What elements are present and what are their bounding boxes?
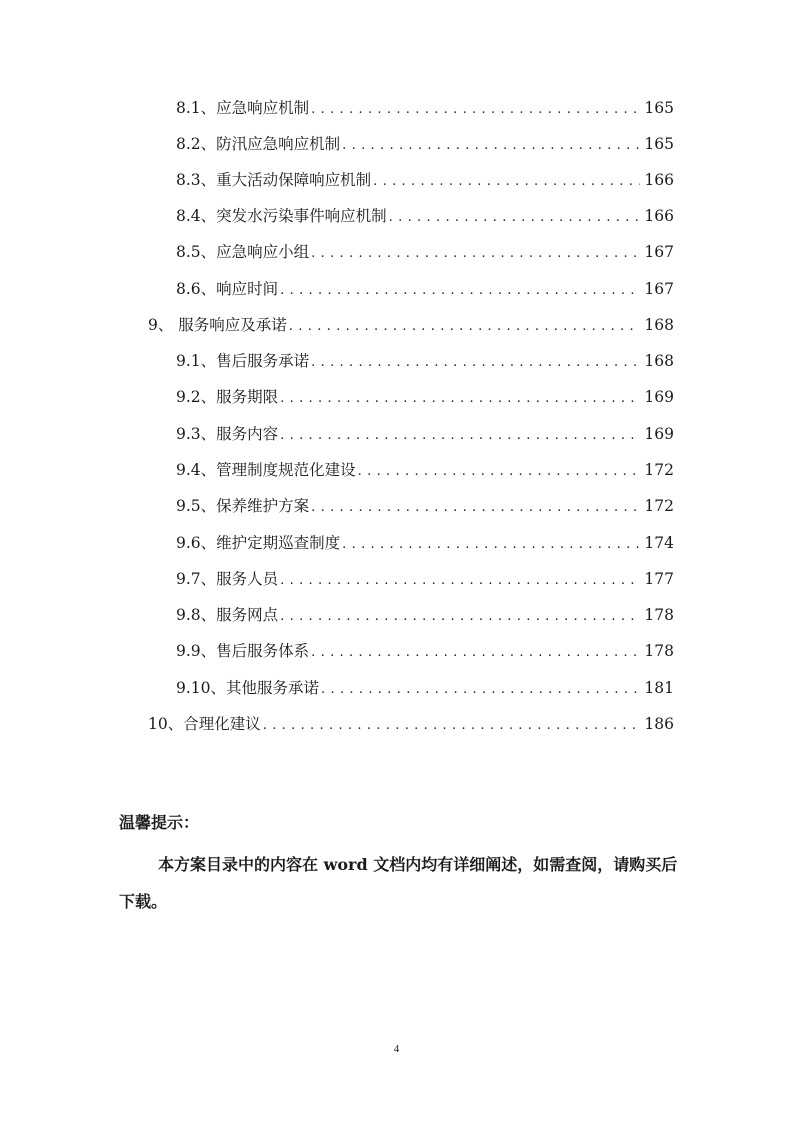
- toc-leader-dots: [280, 567, 640, 593]
- toc-entry-label: 8.3、重大活动保障响应机制: [176, 171, 372, 189]
- toc-entry[interactable]: [176, 639, 674, 663]
- toc-entry[interactable]: [148, 712, 674, 736]
- toc-leader-dots: [389, 204, 641, 230]
- toc-entry-page: 172: [644, 497, 674, 515]
- toc-entry[interactable]: [176, 494, 674, 518]
- toc-entry[interactable]: [176, 458, 674, 482]
- toc-entry-label: 9.1、售后服务承诺: [176, 352, 310, 370]
- toc-entry-page: 186: [644, 715, 674, 733]
- toc-entry-label: 10、合理化建议: [148, 715, 261, 733]
- toc-entry-label: 9、 服务响应及承诺: [148, 316, 287, 334]
- toc-entry-page: 166: [644, 207, 674, 225]
- toc-entry[interactable]: [176, 132, 674, 156]
- toc-leader-dots: [280, 277, 640, 303]
- toc-entry-label: 9.3、服务内容: [176, 425, 279, 443]
- toc-entry-label: 9.7、服务人员: [176, 570, 279, 588]
- toc-entry-label: 9.9、售后服务体系: [176, 642, 310, 660]
- toc-entry[interactable]: [176, 385, 674, 409]
- toc-entry-label: 8.2、防汛应急响应机制: [176, 135, 341, 153]
- toc-entry-label: 9.6、维护定期巡查制度: [176, 534, 341, 552]
- toc-leader-dots: [263, 712, 641, 738]
- toc-entry-label: 9.10、其他服务承诺: [176, 679, 320, 697]
- toc-entry[interactable]: [176, 531, 674, 555]
- toc-leader-dots: [289, 313, 641, 339]
- notice-title: 温馨提示：: [119, 813, 200, 832]
- toc-leader-dots: [311, 240, 640, 266]
- toc-entry-page: 177: [644, 570, 674, 588]
- toc-leader-dots: [342, 132, 640, 158]
- page-number: 4: [393, 1043, 400, 1055]
- toc-entry-page: 172: [644, 461, 674, 479]
- toc-entry-label: 9.2、服务期限: [176, 388, 279, 406]
- toc-leader-dots: [280, 385, 640, 411]
- toc-entry-page: 165: [644, 135, 674, 153]
- toc-entry[interactable]: [176, 676, 674, 700]
- toc-entry[interactable]: [176, 422, 674, 446]
- toc-leader-dots: [311, 639, 640, 665]
- toc-entry-label: 9.8、服务网点: [176, 606, 279, 624]
- toc-entry-page: 167: [644, 280, 674, 298]
- toc-entry[interactable]: [176, 96, 674, 120]
- toc-entry-label: 8.4、突发水污染事件响应机制: [176, 207, 387, 225]
- toc-entry-page: 178: [644, 642, 674, 660]
- toc-entry[interactable]: [176, 277, 674, 301]
- toc-leader-dots: [342, 531, 640, 557]
- toc-entry[interactable]: [176, 567, 674, 591]
- toc-entry[interactable]: [176, 240, 674, 264]
- toc-entry-label: 9.5、保养维护方案: [176, 497, 310, 515]
- toc-leader-dots: [311, 349, 640, 375]
- toc-entry[interactable]: [148, 313, 674, 337]
- toc-leader-dots: [280, 603, 640, 629]
- toc-entry-page: 178: [644, 606, 674, 624]
- toc-entry-page: 168: [644, 316, 674, 334]
- toc-entry-page: 165: [644, 99, 674, 117]
- toc-entry-label: 9.4、管理制度规范化建设: [176, 461, 356, 479]
- toc-entry-page: 168: [644, 352, 674, 370]
- toc-leader-dots: [373, 168, 640, 194]
- toc-leader-dots: [321, 676, 640, 702]
- notice-body: 本方案目录中的内容在 word 文档内均有详细阐述，如需查阅，请购买后下载。: [119, 855, 678, 911]
- toc-entry-label: 8.6、响应时间: [176, 280, 279, 298]
- toc-entry[interactable]: [176, 204, 674, 228]
- toc-entry[interactable]: [176, 603, 674, 627]
- toc-leader-dots: [311, 96, 640, 122]
- toc-entry-page: 174: [644, 534, 674, 552]
- toc-entry-label: 8.5、应急响应小组: [176, 243, 310, 261]
- toc-entry[interactable]: [176, 168, 674, 192]
- toc-entry[interactable]: [176, 349, 674, 373]
- toc-entry-page: 169: [644, 388, 674, 406]
- toc-leader-dots: [280, 422, 640, 448]
- toc-leader-dots: [311, 494, 640, 520]
- toc-entry-page: 166: [644, 171, 674, 189]
- toc-entry-page: 167: [644, 243, 674, 261]
- toc-leader-dots: [358, 458, 641, 484]
- toc-entry-page: 181: [644, 679, 674, 697]
- toc-entry-page: 169: [644, 425, 674, 443]
- toc-entry-label: 8.1、应急响应机制: [176, 99, 310, 117]
